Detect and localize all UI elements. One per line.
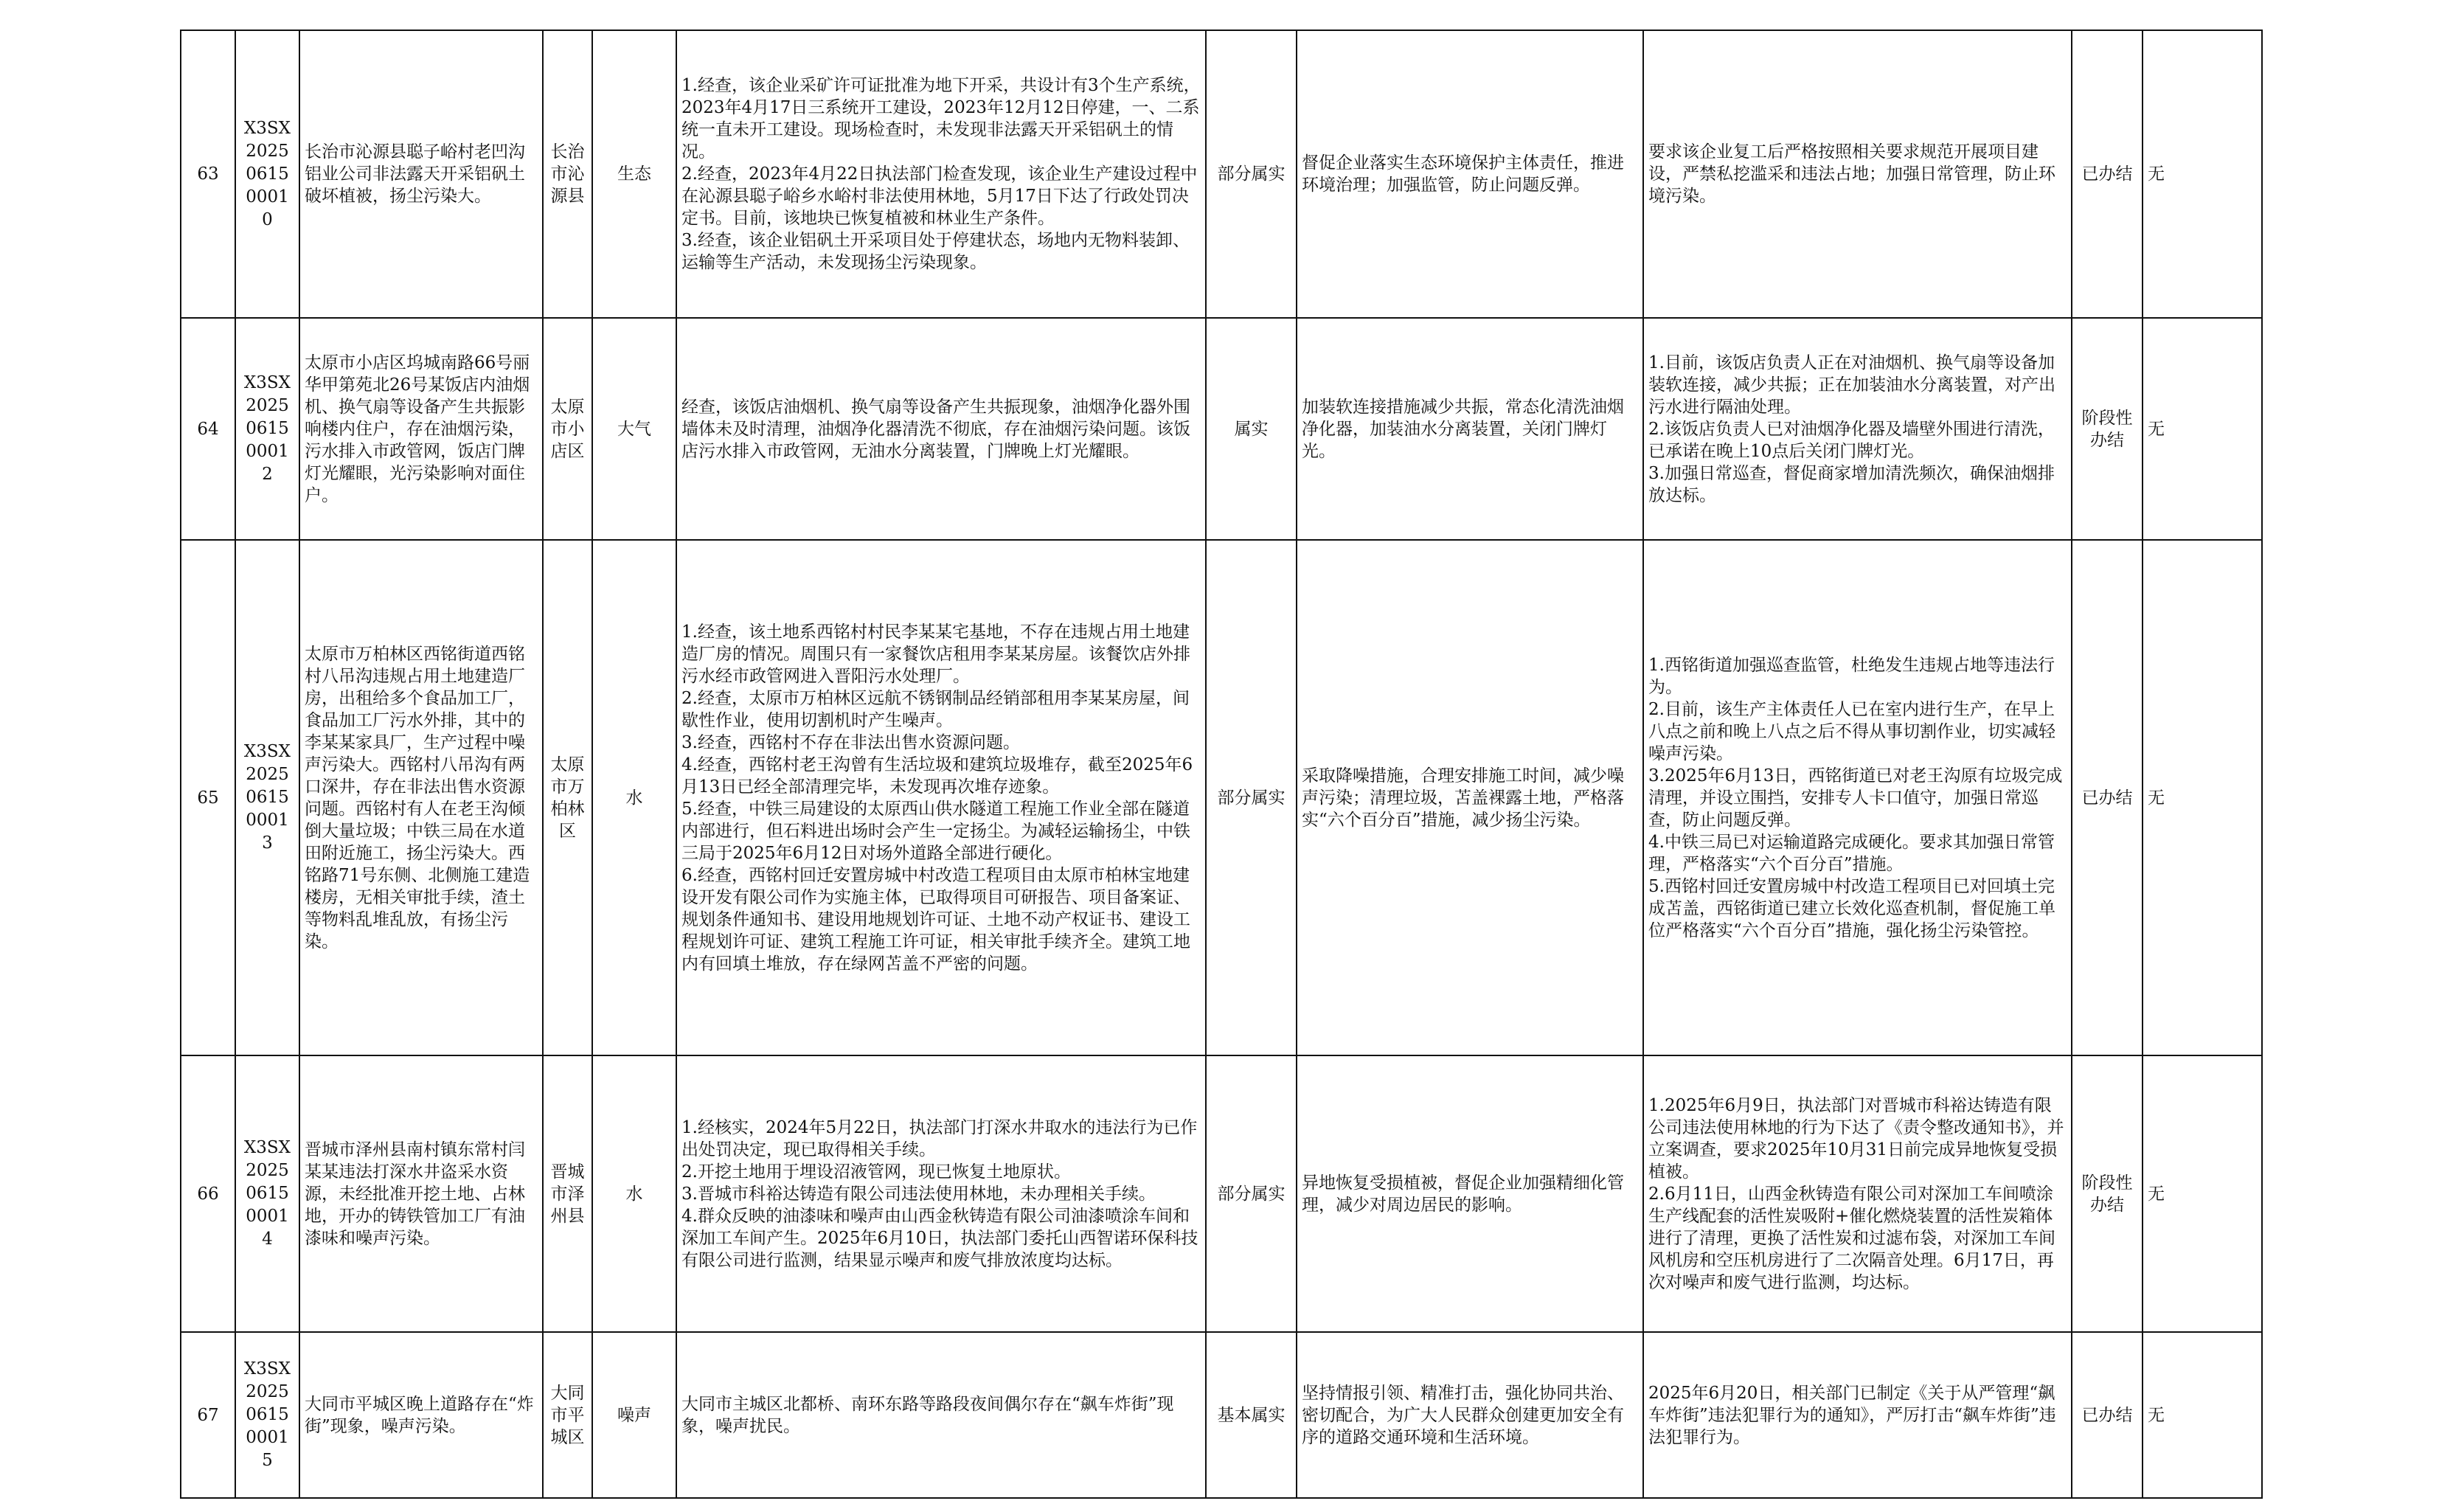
- accountability: 无: [2143, 318, 2262, 540]
- complaint-content: 太原市万柏林区西铭街道西铭村八吊沟违规占用土地建造厂房，出租给多个食品加工厂，食品加工厂污水外排，其中的李某某家具厂，生产过程中噪声污染大。西铭村八吊沟有两口深井，存在非法出售水资源问题。西铭村有人在老王沟倾倒大量垃圾；中铁三局在水道田附近施工，扬尘污染大。西铭路71号东侧、北侧施工建造楼房，无相关审批手续，渣土等物料乱堆乱放，有扬尘污染。: [299, 540, 543, 1055]
- case-code: X3SX2025061500015: [235, 1332, 299, 1498]
- row-number: 63: [181, 30, 235, 318]
- row-number: 66: [181, 1055, 235, 1332]
- table-row: [181, 1332, 2262, 1498]
- admin-area: 太原市万柏林区: [543, 540, 592, 1055]
- complaint-content: 长治市沁源县聪子峪村老凹沟铝业公司非法露天开采铝矾土破坏植被，扬尘污染大。: [299, 30, 543, 318]
- investigation-findings: 1.经查，该企业采矿许可证批准为地下开采，共设计有3个生产系统，2023年4月17日三系统开工建设，2023年12月12日停建，一、二系统一直未开工建设。现场检查时，未发现非法露天开采铝矾土的情况。 2.经查，2023年4月22日执法部门检查发现，该企业生产建设过程中在沁源县聪子峪乡水峪村非法使用林地，5月17日下达了行政处罚决定书。目前，该地块已恢复植被和林业生产条件。 3.经查，该企业铝矾土开采项目处于停建状态，场地内无物料装卸、运输等生产活动，未发现扬尘污染现象。: [676, 30, 1206, 318]
- table-row: [181, 318, 2262, 540]
- complaint-content: 晋城市泽州县南村镇东常村闫某某违法打深水井盗采水资源，未经批准开挖土地、占林地，开办的铸铁管加工厂有油漆味和噪声污染。: [299, 1055, 543, 1332]
- verification-verdict: 部分属实: [1206, 30, 1297, 318]
- table-row: [181, 1055, 2262, 1332]
- row-number: 64: [181, 318, 235, 540]
- handling-result: 2025年6月20日，相关部门已制定《关于从严管理“飙车炸街”违法犯罪行为的通知》，严厉打击“飙车炸街”违法犯罪行为。: [1643, 1332, 2072, 1498]
- admin-area: 大同市平城区: [543, 1332, 592, 1498]
- handling-result: 要求该企业复工后严格按照相关要求规范开展项目建设，严禁私挖滥采和违法占地；加强日常管理，防止环境污染。: [1643, 30, 2072, 318]
- pollution-type: 大气: [592, 318, 676, 540]
- case-status: 已办结: [2072, 30, 2143, 318]
- rectification-measures: 采取降噪措施，合理安排施工时间，减少噪声污染；清理垃圾，苫盖裸露土地，严格落实“六个百分百”措施，减少扬尘污染。: [1297, 540, 1643, 1055]
- investigation-findings: 大同市主城区北都桥、南环东路等路段夜间偶尔存在“飙车炸街”现象，噪声扰民。: [676, 1332, 1206, 1498]
- row-number: 67: [181, 1332, 235, 1498]
- handling-result: 1.西铭街道加强巡查监管，杜绝发生违规占地等违法行为。 2.目前，该生产主体责任人已在室内进行生产，在早上八点之前和晚上八点之后不得从事切割作业，切实减轻噪声污染。 3.2025年6月13日，西铭街道已对老王沟原有垃圾完成清理，并设立围挡，安排专人卡口值守，加强日常巡查，防止问题反弹。 4.中铁三局已对运输道路完成硬化。要求其加强日常管理，严格落实“六个百分百”措施。 5.西铭村回迁安置房城中村改造工程项目已对回填土完成苫盖，西铭街道已建立长效化巡查机制，督促施工单位严格落实“六个百分百”措施，强化扬尘污染管控。: [1643, 540, 2072, 1055]
- accountability: 无: [2143, 1332, 2262, 1498]
- pollution-type: 噪声: [592, 1332, 676, 1498]
- pollution-type: 水: [592, 1055, 676, 1332]
- rectification-measures: 加装软连接措施减少共振，常态化清洗油烟净化器，加装油水分离装置，关闭门牌灯光。: [1297, 318, 1643, 540]
- admin-area: 太原市小店区: [543, 318, 592, 540]
- investigation-findings: 经查，该饭店油烟机、换气扇等设备产生共振现象，油烟净化器外围墙体未及时清理，油烟净化器清洗不彻底，存在油烟污染问题。该饭店污水排入市政管网，无油水分离装置，门牌晚上灯光耀眼。: [676, 318, 1206, 540]
- table-body: [181, 30, 2262, 1498]
- complaint-table: [180, 30, 2263, 1499]
- case-code: X3SX2025061500010: [235, 30, 299, 318]
- verification-verdict: 属实: [1206, 318, 1297, 540]
- handling-result: 1.2025年6月9日，执法部门对晋城市科裕达铸造有限公司违法使用林地的行为下达了《责令整改通知书》，并立案调查，要求2025年10月31日前完成异地恢复受损植被。 2.6月11日，山西金秋铸造有限公司对深加工车间喷涂生产线配套的活性炭吸附+催化燃烧装置的活性炭箱体进行了清理，更换了活性炭和过滤布袋，对深加工车间风机房和空压机房进行了二次隔音处理。6月17日，再次对噪声和废气进行监测，均达标。: [1643, 1055, 2072, 1332]
- admin-area: 长治市沁源县: [543, 30, 592, 318]
- case-code: X3SX2025061500014: [235, 1055, 299, 1332]
- complaint-content: 大同市平城区晚上道路存在“炸街”现象，噪声污染。: [299, 1332, 543, 1498]
- pollution-type: 生态: [592, 30, 676, 318]
- rectification-measures: 异地恢复受损植被，督促企业加强精细化管理，减少对周边居民的影响。: [1297, 1055, 1643, 1332]
- report-sheet: [180, 30, 2261, 1499]
- row-number: 65: [181, 540, 235, 1055]
- case-status: 阶段性办结: [2072, 1055, 2143, 1332]
- case-status: 已办结: [2072, 540, 2143, 1055]
- case-status: 阶段性办结: [2072, 318, 2143, 540]
- accountability: 无: [2143, 1055, 2262, 1332]
- case-code: X3SX2025061500013: [235, 540, 299, 1055]
- pollution-type: 水: [592, 540, 676, 1055]
- investigation-findings: 1.经核实，2024年5月22日，执法部门打深水井取水的违法行为已作出处罚决定，现已取得相关手续。 2.开挖土地用于埋设沼液管网，现已恢复土地原状。 3.晋城市科裕达铸造有限公司违法使用林地，未办理相关手续。 4.群众反映的油漆味和噪声由山西金秋铸造有限公司油漆喷涂车间和深加工车间产生。2025年6月10日，执法部门委托山西智诺环保科技有限公司进行监测，结果显示噪声和废气排放浓度均达标。: [676, 1055, 1206, 1332]
- table-row: [181, 30, 2262, 318]
- investigation-findings: 1.经查，该土地系西铭村村民李某某宅基地，不存在违规占用土地建造厂房的情况。周围只有一家餐饮店租用李某某房屋。该餐饮店外排污水经市政管网进入晋阳污水处理厂。 2.经查，太原市万柏林区远航不锈钢制品经销部租用李某某房屋，间歇性作业，使用切割机时产生噪声。 3.经查，西铭村不存在非法出售水资源问题。 4.经查，西铭村老王沟曾有生活垃圾和建筑垃圾堆存，截至2025年6月13日已经全部清理完毕，未发现再次堆存迹象。 5.经查，中铁三局建设的太原西山供水隧道工程施工作业全部在隧道内部进行，但石料进出场时会产生一定扬尘。为减轻运输扬尘，中铁三局于2025年6月12日对场外道路全部进行硬化。 6.经查，西铭村回迁安置房城中村改造工程项目由太原市柏林宝地建设开发有限公司作为实施主体，已取得项目可研报告、项目备案证、规划条件通知书、建设用地规划许可证、土地不动产权证书、建设工程规划许可证、建筑工程施工许可证，相关审批手续齐全。建筑工地内有回填土堆放，存在绿网苫盖不严密的问题。: [676, 540, 1206, 1055]
- verification-verdict: 基本属实: [1206, 1332, 1297, 1498]
- accountability: 无: [2143, 30, 2262, 318]
- admin-area: 晋城市泽州县: [543, 1055, 592, 1332]
- rectification-measures: 督促企业落实生态环境保护主体责任，推进环境治理；加强监管，防止问题反弹。: [1297, 30, 1643, 318]
- verification-verdict: 部分属实: [1206, 1055, 1297, 1332]
- accountability: 无: [2143, 540, 2262, 1055]
- case-code: X3SX2025061500012: [235, 318, 299, 540]
- table-row: [181, 540, 2262, 1055]
- verification-verdict: 部分属实: [1206, 540, 1297, 1055]
- case-status: 已办结: [2072, 1332, 2143, 1498]
- rectification-measures: 坚持情报引领、精准打击，强化协同共治、密切配合，为广大人民群众创建更加安全有序的道路交通环境和生活环境。: [1297, 1332, 1643, 1498]
- complaint-content: 太原市小店区坞城南路66号丽华甲第苑北26号某饭店内油烟机、换气扇等设备产生共振影响楼内住户，存在油烟污染，污水排入市政管网，饭店门牌灯光耀眼，光污染影响对面住户。: [299, 318, 543, 540]
- handling-result: 1.目前，该饭店负责人正在对油烟机、换气扇等设备加装软连接，减少共振；正在加装油水分离装置，对产出污水进行隔油处理。 2.该饭店负责人已对油烟净化器及墙壁外围进行清洗，已承诺在晚上10点后关闭门牌灯光。 3.加强日常巡查，督促商家增加清洗频次，确保油烟排放达标。: [1643, 318, 2072, 540]
